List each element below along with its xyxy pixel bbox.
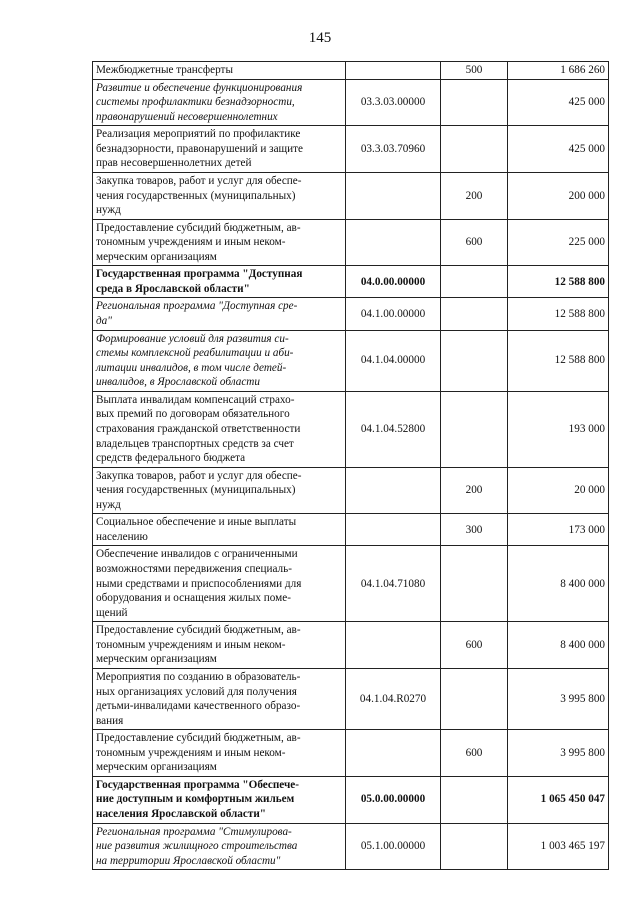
table-row bbox=[93, 62, 609, 80]
row-description-line: среда в Ярославской области" bbox=[96, 282, 250, 295]
row-description-line: Выплата инвалидам компенсаций страхо- bbox=[96, 393, 295, 406]
row-description bbox=[93, 298, 346, 330]
row-expense-type bbox=[441, 776, 508, 823]
row-description bbox=[93, 776, 346, 823]
row-target-code bbox=[346, 62, 441, 80]
row-description bbox=[93, 622, 346, 669]
row-description-line: тономным учреждениям и иным неком- bbox=[96, 746, 286, 759]
row-expense-type bbox=[441, 79, 508, 126]
row-description-line: Государственная программа "Обеспече- bbox=[96, 778, 299, 791]
row-description-line: нужд bbox=[96, 204, 121, 217]
table-row bbox=[93, 79, 609, 126]
row-amount: 1 003 465 197 bbox=[508, 823, 609, 870]
row-amount: 3 995 800 bbox=[508, 730, 609, 777]
row-description-line: нужд bbox=[96, 498, 121, 511]
row-amount: 12 588 800 bbox=[508, 330, 609, 391]
row-target-code: 03.3.03.00000 bbox=[346, 79, 441, 126]
row-description-line: ние доступным и комфортным жильем bbox=[96, 793, 295, 806]
row-expense-type bbox=[441, 391, 508, 467]
row-expense-type: 600 bbox=[441, 219, 508, 266]
row-description-line: населения Ярославской области" bbox=[96, 808, 266, 820]
row-description-line: тономным учреждениям и иным неком- bbox=[96, 236, 286, 249]
row-target-code: 04.1.04.71080 bbox=[346, 546, 441, 622]
row-amount: 8 400 000 bbox=[508, 546, 609, 622]
row-description-line: оборудования и оснащения жилых поме- bbox=[96, 592, 291, 605]
row-description bbox=[93, 514, 346, 546]
row-description-line: Предоставление субсидий бюджетным, ав- bbox=[96, 624, 301, 637]
row-amount: 1 686 260 bbox=[508, 62, 609, 80]
row-amount: 425 000 bbox=[508, 126, 609, 173]
table-row bbox=[93, 730, 609, 777]
row-description-line: безнадзорности, правонарушений и защите bbox=[96, 142, 303, 155]
row-description-line: Формирование условий для развития си- bbox=[96, 332, 289, 345]
row-amount: 12 588 800 bbox=[508, 298, 609, 330]
row-description bbox=[93, 62, 346, 80]
row-description-line: да" bbox=[96, 315, 112, 327]
row-description bbox=[93, 391, 346, 467]
row-expense-type: 200 bbox=[441, 172, 508, 219]
row-expense-type bbox=[441, 298, 508, 330]
row-target-code: 05.1.00.00000 bbox=[346, 823, 441, 870]
row-description bbox=[93, 330, 346, 391]
row-expense-type: 600 bbox=[441, 622, 508, 669]
row-target-code: 04.1.04.R0270 bbox=[346, 668, 441, 729]
row-target-code: 03.3.03.70960 bbox=[346, 126, 441, 173]
table-row bbox=[93, 391, 609, 467]
row-amount: 193 000 bbox=[508, 391, 609, 467]
row-description bbox=[93, 79, 346, 126]
row-description-line: владельцев транспортных средств за счет bbox=[96, 437, 294, 450]
row-description-line: мерческим организациям bbox=[96, 653, 217, 666]
table-row bbox=[93, 668, 609, 729]
page-number: 145 bbox=[308, 30, 332, 46]
row-description bbox=[93, 172, 346, 219]
row-description-line: литации инвалидов, в том числе детей- bbox=[96, 361, 287, 374]
row-description-line: на территории Ярославской области" bbox=[96, 854, 281, 867]
row-amount: 173 000 bbox=[508, 514, 609, 546]
row-description-line: правонарушений несовершеннолетних bbox=[96, 110, 278, 123]
row-description-line: Региональная программа "Доступная сре- bbox=[96, 300, 298, 313]
row-description-line: Развитие и обеспечение функционирования bbox=[96, 81, 303, 94]
row-description-line: населению bbox=[96, 530, 148, 543]
row-expense-type: 200 bbox=[441, 467, 508, 514]
row-description-line: Региональная программа "Стимулирова- bbox=[96, 825, 292, 838]
row-expense-type bbox=[441, 126, 508, 173]
row-amount: 3 995 800 bbox=[508, 668, 609, 729]
row-amount: 20 000 bbox=[508, 467, 609, 514]
row-description bbox=[93, 823, 346, 870]
row-description-line: Закупка товаров, работ и услуг для обеспе- bbox=[96, 174, 302, 187]
row-expense-type: 500 bbox=[441, 62, 508, 80]
row-target-code bbox=[346, 622, 441, 669]
budget-table-body bbox=[93, 62, 609, 870]
row-expense-type bbox=[441, 668, 508, 729]
row-description-line: ние развития жилищного строительства bbox=[96, 840, 298, 853]
row-target-code bbox=[346, 219, 441, 266]
row-description-line: возможностями передвижения специаль- bbox=[96, 563, 292, 575]
table-row bbox=[93, 298, 609, 330]
row-description-line: Межбюджетные трансферты bbox=[96, 64, 233, 76]
row-description bbox=[93, 126, 346, 173]
row-description bbox=[93, 730, 346, 777]
row-description-line: вых премий по договорам обязательного bbox=[96, 408, 290, 421]
row-description bbox=[93, 219, 346, 266]
row-description-line: Государственная программа "Доступная bbox=[96, 268, 303, 281]
row-description-line: Социальное обеспечение и иные выплаты bbox=[96, 516, 297, 529]
table-row bbox=[93, 266, 609, 298]
row-description bbox=[93, 467, 346, 514]
table-row bbox=[93, 467, 609, 514]
row-amount: 1 065 450 047 bbox=[508, 776, 609, 823]
row-description-line: тономным учреждениям и иным неком- bbox=[96, 638, 286, 651]
row-expense-type: 600 bbox=[441, 730, 508, 777]
row-description bbox=[93, 546, 346, 622]
row-description-line: мерческим организациям bbox=[96, 250, 217, 263]
row-expense-type bbox=[441, 266, 508, 298]
row-amount: 225 000 bbox=[508, 219, 609, 266]
row-target-code: 04.0.00.00000 bbox=[346, 266, 441, 298]
table-row bbox=[93, 622, 609, 669]
row-expense-type: 300 bbox=[441, 514, 508, 546]
row-description-line: детьми-инвалидами качественного образо- bbox=[96, 700, 301, 713]
row-description-line: щений bbox=[96, 606, 128, 619]
row-description-line: Предоставление субсидий бюджетным, ав- bbox=[96, 732, 301, 745]
row-description-line: Обеспечение инвалидов с ограниченными bbox=[96, 548, 298, 561]
table-row bbox=[93, 172, 609, 219]
row-target-code bbox=[346, 730, 441, 777]
row-target-code bbox=[346, 467, 441, 514]
row-expense-type bbox=[441, 330, 508, 391]
row-amount: 12 588 800 bbox=[508, 266, 609, 298]
row-amount: 200 000 bbox=[508, 172, 609, 219]
row-description-line: Реализация мероприятий по профилактике bbox=[96, 128, 301, 141]
table-row bbox=[93, 330, 609, 391]
table-row bbox=[93, 823, 609, 870]
row-description-line: Предоставление субсидий бюджетным, ав- bbox=[96, 221, 301, 234]
row-description-line: Закупка товаров, работ и услуг для обеспе- bbox=[96, 469, 302, 482]
row-description-line: вания bbox=[96, 714, 124, 727]
row-description-line: страхования гражданской ответственности bbox=[96, 422, 301, 435]
row-description-line: ными средствами и приспособлениями для bbox=[96, 577, 302, 590]
row-amount: 8 400 000 bbox=[508, 622, 609, 669]
row-description-line: чения государственных (муниципальных) bbox=[96, 484, 296, 497]
row-target-code: 05.0.00.00000 bbox=[346, 776, 441, 823]
row-description bbox=[93, 266, 346, 298]
table-row bbox=[93, 776, 609, 823]
row-amount: 425 000 bbox=[508, 79, 609, 126]
row-target-code: 04.1.04.00000 bbox=[346, 330, 441, 391]
table-row bbox=[93, 219, 609, 266]
row-description-line: системы профилактики безнадзорности, bbox=[96, 96, 295, 109]
row-description-line: средств федерального бюджета bbox=[96, 452, 246, 465]
row-description-line: стемы комплексной реабилитации и аби- bbox=[96, 347, 294, 360]
row-target-code: 04.1.00.00000 bbox=[346, 298, 441, 330]
table-row bbox=[93, 126, 609, 173]
row-target-code: 04.1.04.52800 bbox=[346, 391, 441, 467]
table-row bbox=[93, 514, 609, 546]
row-description bbox=[93, 668, 346, 729]
row-expense-type bbox=[441, 546, 508, 622]
row-description-line: инвалидов, в Ярославской области bbox=[96, 376, 260, 389]
row-description-line: мерческим организациям bbox=[96, 761, 217, 774]
row-expense-type bbox=[441, 823, 508, 870]
row-description-line: прав несовершеннолетних детей bbox=[96, 157, 252, 170]
row-description-line: Мероприятия по созданию в образователь- bbox=[96, 670, 301, 683]
table-row bbox=[93, 546, 609, 622]
budget-table bbox=[92, 61, 609, 870]
row-description-line: ных организациях условий для получения bbox=[96, 685, 297, 698]
row-description-line: чения государственных (муниципальных) bbox=[96, 189, 296, 202]
row-target-code bbox=[346, 172, 441, 219]
row-target-code bbox=[346, 514, 441, 546]
